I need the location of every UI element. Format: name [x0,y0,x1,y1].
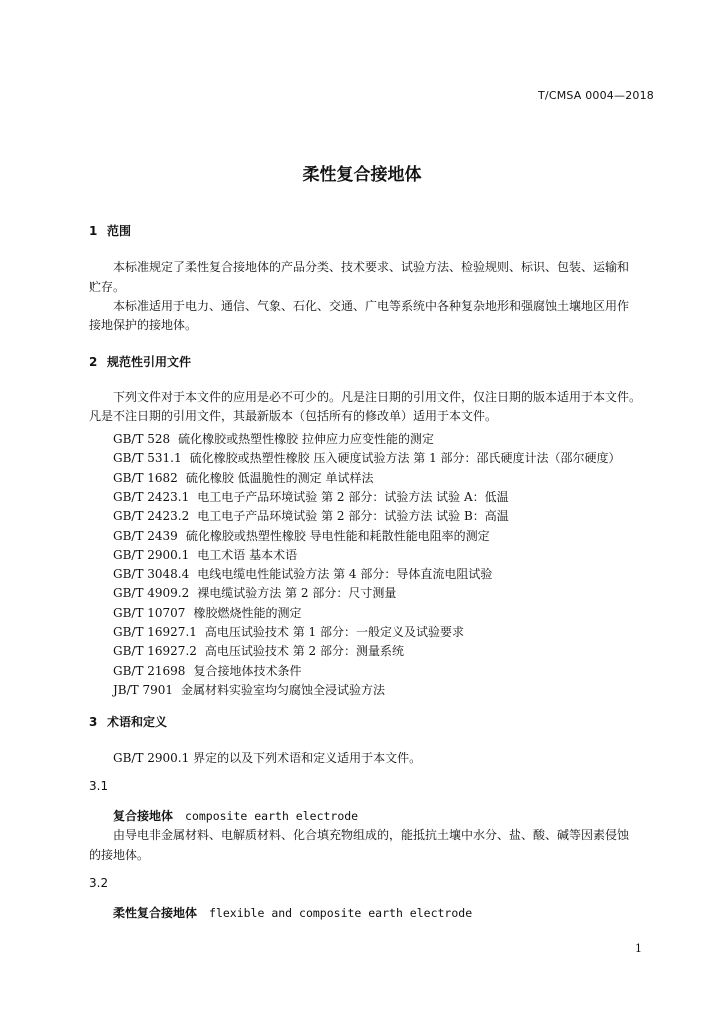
reference-code: JB/T 7901 [113,683,174,697]
reference-item [113,430,434,447]
reference-item [113,469,373,486]
section-title: 术语和定义 [107,715,168,729]
reference-code: GB/T 528 [113,432,171,446]
definition-line: 的接地体。 [89,848,150,862]
paragraph-line: 本标准适用于电力、通信、气象、石化、交通、广电等系统中各种复杂地形和强腐蚀土壤地区用作 [113,299,630,313]
reference-item [113,565,492,582]
reference-code: GB/T 2423.1 [113,490,190,504]
reference-title: 裸电缆试验方法 第 2 部分：尺寸测量 [197,586,397,600]
reference-code: GB/T 21698 [113,664,186,678]
reference-code: GB/T 2439 [113,529,178,543]
reference-item [113,642,404,659]
reference-item [113,546,297,563]
section-number: 1 [89,224,98,238]
reference-item [113,662,301,679]
reference-code: GB/T 3048.4 [113,567,190,581]
reference-title: 电线电缆电性能试验方法 第 4 部分：导体直流电阻试验 [197,567,493,581]
reference-code: GB/T 1682 [113,471,178,485]
reference-title: 橡胶燃烧性能的测定 [193,606,302,620]
term-english: flexible and composite earth electrode [209,906,473,920]
section-heading-3 [89,713,167,730]
definition-line: 由导电非金属材料、电解质材料、化合填充物组成的，能抵抗土壤中水分、盐、酸、碱等因素侵蚀 [113,828,630,842]
reference-title: 电工电子产品环境试验 第 2 部分：试验方法 试验 A：低温 [197,490,509,504]
reference-code: GB/T 4909.2 [113,586,190,600]
paragraph-line: 下列文件对于本文件的应用是必不可少的。凡是注日期的引用文件，仅注日期的版本适用于本文件。 [113,390,642,404]
reference-item [113,604,301,621]
reference-item [113,623,464,640]
paragraph-line: GB/T 2900.1 界定的以及下列术语和定义适用于本文件。 [113,751,422,765]
section-heading-2 [89,353,191,370]
reference-title: 电工电子产品环境试验 第 2 部分：试验方法 试验 B：高温 [197,509,509,523]
reference-title: 高电压试验技术 第 1 部分：一般定义及试验要求 [204,625,464,639]
reference-title: 复合接地体技术条件 [193,664,302,678]
reference-item [113,488,509,505]
section-title: 规范性引用文件 [107,355,192,369]
reference-item [113,681,385,698]
reference-title: 高电压试验技术 第 2 部分：测量系统 [204,644,404,658]
reference-code: GB/T 10707 [113,606,186,620]
reference-item [113,527,490,544]
term-entry [113,807,358,824]
paragraph-line: 凡是不注日期的引用文件，其最新版本（包括所有的修改单）适用于本文件。 [89,409,498,423]
reference-title: 硫化橡胶 低温脆性的测定 单试样法 [185,471,374,485]
term-entry [113,904,472,921]
page-number: 1 [635,942,642,955]
document-title: 柔性复合接地体 [302,165,422,185]
reference-title: 硫化橡胶或热塑性橡胶 压入硬度试验方法 第 1 部分：邵氏硬度计法（邵尔硬度） [189,451,621,465]
reference-code: GB/T 2900.1 [113,548,190,562]
reference-title: 硫化橡胶或热塑性橡胶 拉伸应力应变性能的测定 [178,432,434,446]
clause-number: 3.1 [89,779,109,793]
section-heading-1 [89,222,131,239]
clause-number: 3.2 [89,876,109,890]
section-number: 3 [89,715,98,729]
paragraph-line: 本标准规定了柔性复合接地体的产品分类、技术要求、试验方法、检验规则、标识、包装、运输和 [113,260,630,274]
paragraph-line: 接地保护的接地体。 [89,318,198,332]
reference-code: GB/T 2423.2 [113,509,190,523]
reference-item [113,449,621,466]
section-number: 2 [89,355,98,369]
term-english: composite earth electrode [185,809,359,823]
reference-item [113,584,396,601]
paragraph-line: 贮存。 [89,280,126,294]
reference-code: GB/T 16927.1 [113,625,197,639]
reference-item [113,507,509,524]
reference-title: 电工术语 基本术语 [197,548,298,562]
reference-code: GB/T 531.1 [113,451,182,465]
reference-code: GB/T 16927.2 [113,644,197,658]
standard-number: T/CMSA 0004—2018 [538,89,654,102]
section-title: 范围 [107,224,132,238]
reference-title: 硫化橡胶或热塑性橡胶 导电性能和耗散性能电阻率的测定 [185,529,490,543]
term-chinese: 复合接地体 [113,809,174,823]
reference-title: 金属材料实验室均匀腐蚀全浸试验方法 [181,683,386,697]
term-chinese: 柔性复合接地体 [113,906,198,920]
